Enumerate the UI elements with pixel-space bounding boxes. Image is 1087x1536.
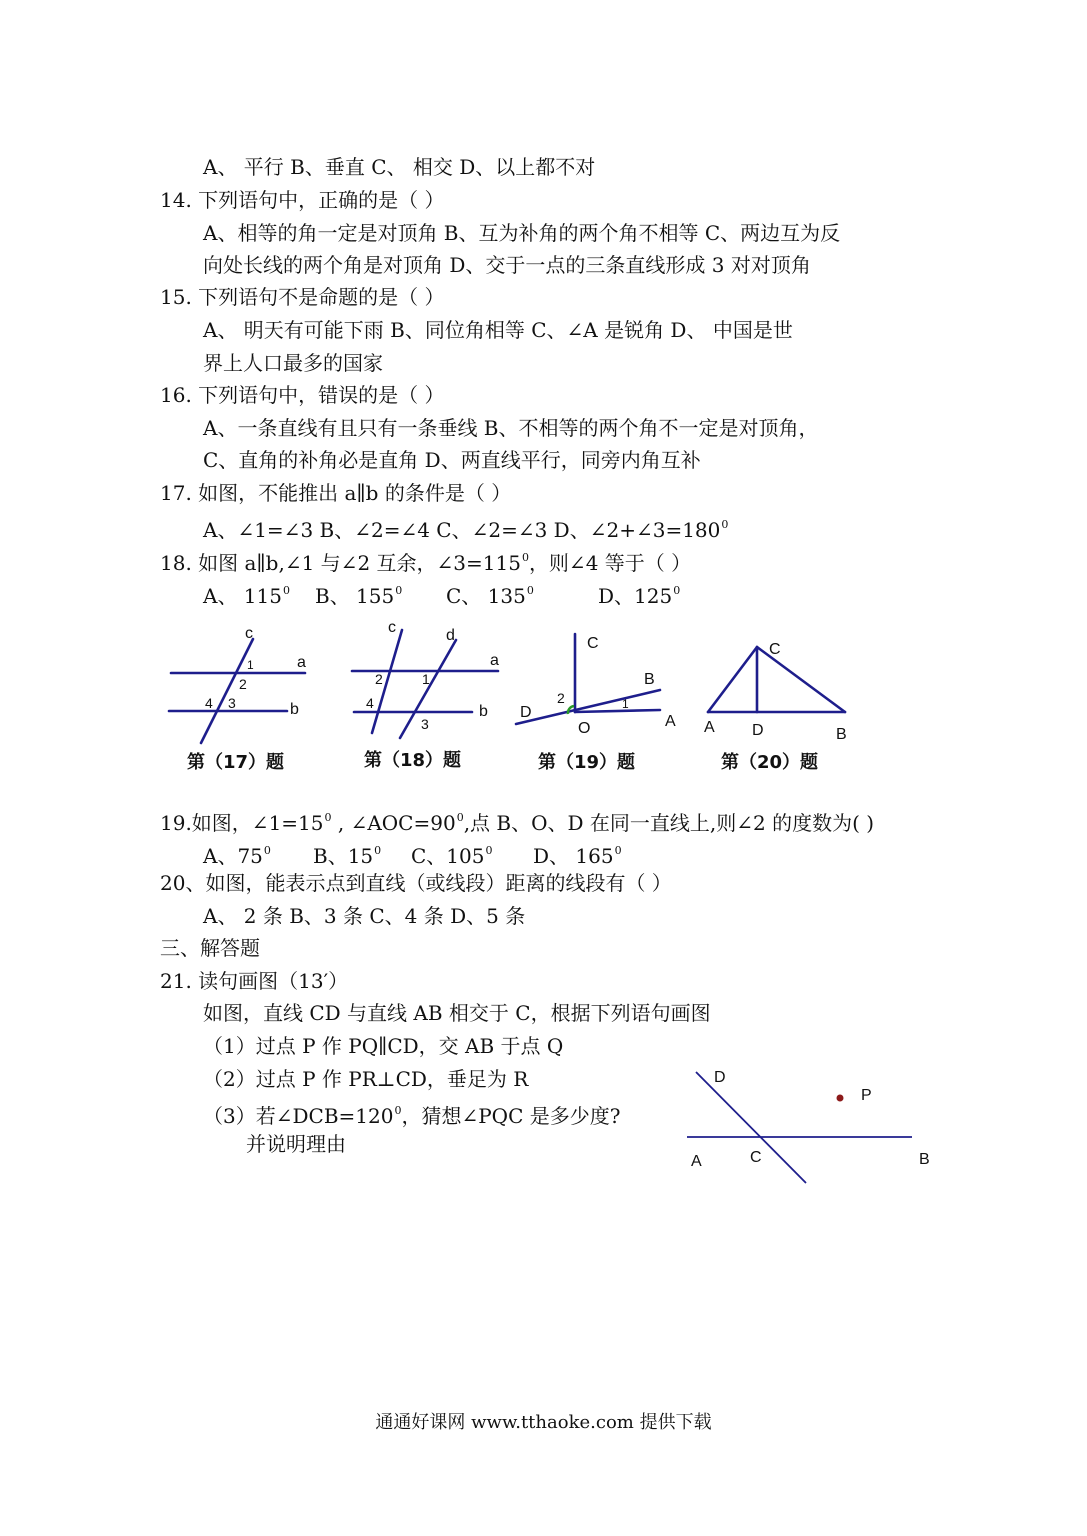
q16-stem: 16. 下列语句中，错误的是（ ） (160, 383, 445, 407)
fig20-label-C: C (769, 641, 781, 658)
fig17-label-4: 4 (205, 695, 213, 711)
fig17-label-b: b (290, 701, 299, 718)
footer: 通通好课网 www.tthaoke.com 提供下载 (375, 1412, 712, 1433)
fig21-label-B: B (919, 1151, 930, 1168)
q20-stem: 20、如图，能表示点到直线（或线段）距离的线段有（ ） (160, 871, 672, 895)
fig21-label-P: P (861, 1087, 872, 1104)
fig21-label-D: D (714, 1069, 726, 1086)
fig18-label-1: 1 (422, 671, 430, 687)
q14-stem: 14. 下列语句中，正确的是（ ） (160, 188, 445, 212)
fig20-label-D: D (752, 722, 764, 739)
figure-21 (680, 1060, 940, 1190)
q21-step-2: （2）过点 P 作 PR⊥CD，垂足为 R (203, 1067, 529, 1091)
fig18-caption: 第（18）题 (364, 750, 462, 771)
q21-stem: 21. 读句画图（13′） (160, 969, 349, 993)
fig18-label-2: 2 (375, 671, 383, 687)
q15-options-2: 界上人口最多的国家 (203, 351, 383, 375)
fig17-caption: 第（17）题 (187, 752, 285, 773)
q18-option-a: A、 $115^0$ (203, 584, 290, 608)
fig19-label-C: C (587, 635, 599, 652)
figure-17 (165, 625, 325, 755)
q15-stem: 15. 下列语句不是命题的是（ ） (160, 285, 445, 309)
q14-options-2: 向处长线的两个角是对顶角 D、交于一点的三条直线形成 3 对对顶角 (203, 253, 811, 277)
fig19-label-B: B (644, 671, 655, 688)
q21-step-3: （3）若$\angle DCB=120^0$，猜想∠PQC 是多少度? (203, 1104, 621, 1128)
fig18-label-4: 4 (366, 695, 374, 711)
fig19-label-A: A (665, 713, 676, 730)
q18-option-d: D、$125^0$ (598, 584, 681, 608)
fig19-label-1: 1 (622, 697, 629, 711)
fig17-label-c: c (245, 625, 253, 642)
q17-stem: 17. 如图，不能推出 a∥b 的条件是（ ） (160, 481, 512, 505)
section-3-heading: 三、解答题 (160, 936, 260, 960)
q19-option-c: C、$105^0$ (411, 844, 493, 868)
q21-step-4: 并说明理由 (246, 1132, 346, 1156)
fig18-label-b: b (479, 703, 488, 720)
q18-option-b: B、 $155^0$ (315, 584, 403, 608)
fig19-label-2: 2 (557, 690, 565, 706)
fig17-label-2: 2 (239, 676, 247, 692)
figure-20 (700, 632, 860, 752)
fig17-label-a: a (297, 654, 306, 671)
fig19-caption: 第（19）题 (538, 752, 636, 773)
q20-options: A、 2 条 B、3 条 C、4 条 D、5 条 (203, 904, 526, 928)
fig20-label-B: B (836, 726, 847, 743)
q16-options-2: C、直角的补角必是直角 D、两直线平行，同旁内角互补 (203, 448, 701, 472)
q16-options-1: A、一条直线有且只有一条垂线 B、不相等的两个角不一定是对顶角， (203, 416, 819, 440)
q13-options: A、 平行 B、垂直 C、 相交 D、以上都不对 (203, 155, 596, 179)
q18-option-c: C、 $135^0$ (446, 584, 534, 608)
fig18-label-3: 3 (421, 716, 429, 732)
figure-18 (348, 618, 508, 748)
q14-options-1: A、相等的角一定是对顶角 B、互为补角的两个角不相等 C、两边互为反 (203, 221, 841, 245)
q19-stem: 19.如图，$\angle 1=15^0$ , $\angle AOC=90^0$,点 B、O、D 在同一直线上,则∠2 的度数为( ) (160, 811, 875, 835)
q17-options: A、∠1=∠3 B、∠2=∠4 C、∠2=∠3 D、$\angle 2+\angle 3=180^0$ (203, 518, 729, 542)
fig21-label-A: A (691, 1153, 702, 1170)
fig17-label-3: 3 (228, 695, 236, 711)
q19-option-a: A、$75^0$ (203, 844, 271, 868)
fig18-label-c: c (388, 619, 396, 636)
q15-options-1: A、 明天有可能下雨 B、同位角相等 C、∠A 是锐角 D、 中国是世 (203, 318, 793, 342)
q21-intro: 如图，直线 CD 与直线 AB 相交于 C，根据下列语句画图 (203, 1001, 711, 1025)
fig19-label-D: D (520, 704, 532, 721)
fig20-label-A: A (704, 719, 715, 736)
fig17-label-1: 1 (247, 658, 254, 672)
q18-stem: 18. 如图 a∥b,∠1 与∠2 互余，$\angle 3=115^0$，则∠4 等于（ ） (160, 551, 692, 575)
q19-option-d: D、 $165^0$ (533, 844, 622, 868)
point-p (837, 1095, 844, 1102)
fig21-label-C: C (750, 1149, 762, 1166)
q21-step-1: （1）过点 P 作 PQ∥CD，交 AB 于点 Q (203, 1034, 564, 1058)
q19-option-b: B、$15^0$ (313, 844, 382, 868)
fig20-caption: 第（20）题 (721, 752, 819, 773)
fig18-label-a: a (490, 652, 499, 669)
fig18-label-d: d (446, 627, 455, 644)
fig19-label-O: O (578, 720, 591, 737)
figure-19 (510, 628, 690, 748)
